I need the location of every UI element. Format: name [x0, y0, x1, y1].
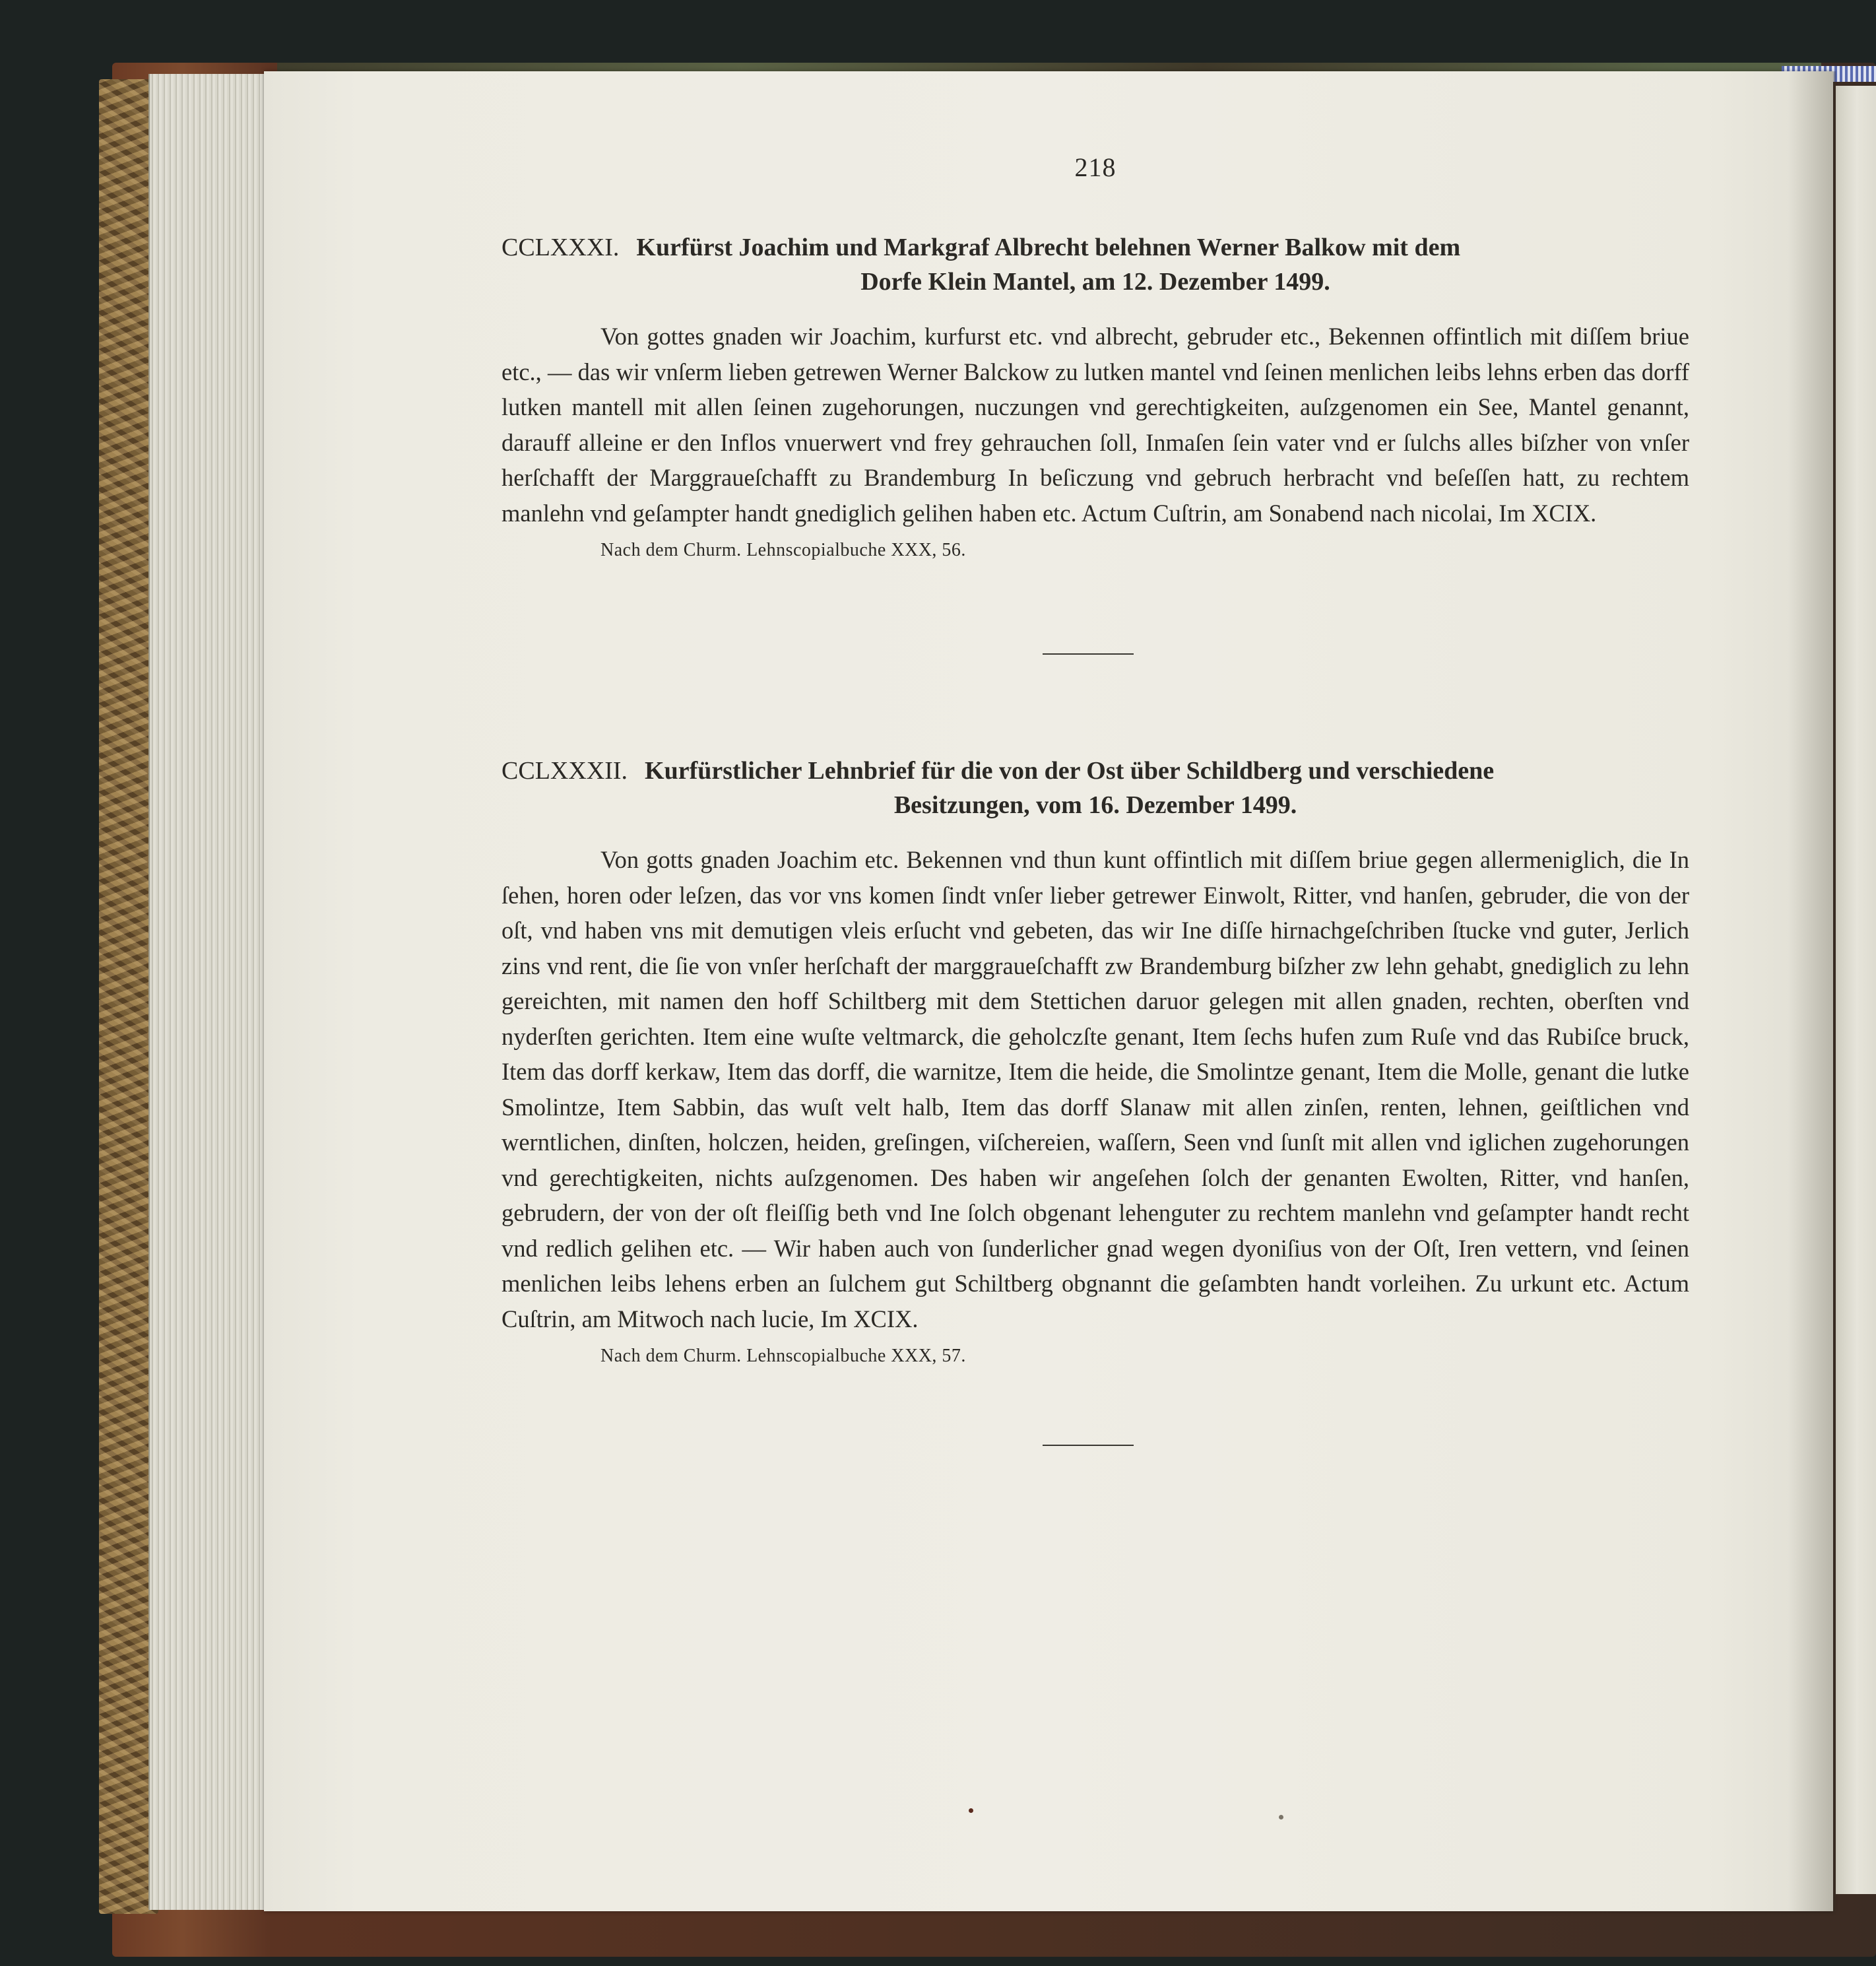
document-heading	[501, 230, 1689, 299]
document-title-line1: Kurfürstlicher Lehnbrief für die von der Ost über Schildberg und verschiedene	[645, 757, 1495, 785]
document-title-line2: Dorfe Klein Mantel, am 12. Dezember 1499.	[860, 268, 1330, 296]
paper-speck	[1279, 1815, 1283, 1819]
document-body: Von gotts gnaden Joachim etc. Bekennen vnd thun kunt offintlich mit diſſem briue gegen allermeniglich, die In ſehen, horen oder leſzen, das vor vns komen ſindt vnſer lieber getrewer Einwolt, Ritter, vnd hanſen, gebruder, die von der oſt, vnd haben vns mit demutigen vleis erſucht vnd gebeten, das wir Ine diſſe hirnachgeſchriben ſtucke vnd guter, Jerlich zins vnd rent, die ſie von vnſer herſchaft der marggraueſchafft zw Brandemburg biſzher zw lehn gehabt, gnediglich zu lehn gereichten, mit namen den hoff Schiltberg mit dem Stettichen daruor gelegen mit allen gnaden, rechten, oberſten vnd nyderſten gerichten. Item eine wuſte veltmarck, die geholczſte genant, Item ſechs hufen zum Ruſe vnd das Rubiſce bruck, Item das dorff kerkaw, Item das dorff, die warnitze, Item die heide, die Smolintze genant, Item die Molle, genant die lutke Smolintze, Item Sabbin, das wuſt velt halb, Item das dorff Slanaw mit allen zinſen, renten, lehnen, geiſtlichen vnd werntlichen, dinſten, holczen, heiden, greſingen, viſchereien, waſſern, Seen vnd ſunſt mit allen vnd iglichen zugehorungen vnd gerechtigkeiten, nichts auſzgenomen. Des haben wir angeſehen ſolch der genanten Ewolten, Ritter, vnd hanſen, gebrudern, der von der oſt fleiſſig beth vnd Ine ſolch obgenant lehenguter zu rechtem manlehn vnd geſampter handt recht vnd redlich gelihen etc. — Wir haben auch von ſunderlicher gnad wegen dyoniſius von der Oſt, Iren vettern, vnd ſeinen menlichen leibs lehens erben an ſulchem gut Schiltberg obgnannt die geſambten handt vorleihen. Zu urkunt etc. Actum Cuſtrin, am Mitwoch nach lucie, Im XCIX.	[501, 846, 1689, 1332]
section-divider	[1043, 653, 1134, 655]
section-divider	[1043, 1445, 1134, 1446]
document-number: CCLXXXII.	[501, 757, 628, 785]
facing-page-edge	[1836, 86, 1876, 1894]
gutter-shadow	[1788, 71, 1836, 1911]
document-number: CCLXXXI.	[501, 234, 620, 261]
document-heading	[501, 754, 1689, 822]
document-body: Von gottes gnaden wir Joachim, kurfurst etc. vnd albrecht, gebruder etc., Bekennen offintlich mit diſſem briue etc., — das wir vnſerm lieben getrewen Werner Balckow zu lutken mantel vnd ſeinen menlichen leibs lehns erben das dorff lutken mantell mit allen ſeinen zugehorungen, nuczungen vnd gerechtigkeiten, auſzgenomen ein See, Mantel genannt, darauff alleine er den Inflos vnuerwert vnd frey gehrauchen ſoll, Inmaſen ſein vater vnd er ſulchs alles biſzher von vnſer herſchafft der Marggraueſchafft zu Brandemburg In beſiczung vnd gebruch herbracht vnd beſeſſen hatt, zu rechtem manlehn vnd geſampter handt gnediglich gelihen haben etc. Actum Cuſtrin, am Sonabend nach nicolai, Im XCIX.	[501, 323, 1689, 527]
paper-speck	[969, 1808, 973, 1813]
page-content	[501, 152, 1689, 1446]
source-note: Nach dem Churm. Lehnscopialbuche XXX, 56.	[600, 540, 966, 560]
document-section	[501, 230, 1689, 561]
source-note: Nach dem Churm. Lehnscopialbuche XXX, 57.	[600, 1346, 966, 1366]
page-number: 218	[1074, 152, 1116, 182]
document-section	[501, 754, 1689, 1367]
document-title-line2: Besitzungen, vom 16. Dezember 1499.	[893, 791, 1297, 819]
page-edges	[148, 74, 269, 1910]
document-title-line1: Kurfürst Joachim und Markgraf Albrecht belehnen Werner Balkow mit dem	[636, 234, 1461, 261]
